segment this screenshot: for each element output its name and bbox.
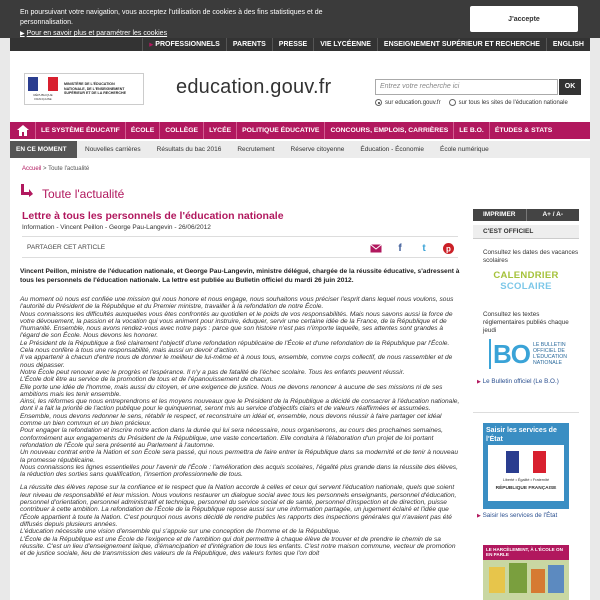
scope-all-label: sur tous les sites de l'éducation nationale [458, 99, 568, 106]
facebook-icon[interactable]: f [398, 242, 402, 254]
search-input[interactable]: Entrez votre recherche ici [375, 79, 558, 95]
main-nav [10, 122, 590, 139]
breadcrumb-separator: > [43, 166, 47, 172]
triangle-icon: ▶ [477, 513, 481, 519]
services-link[interactable] [477, 512, 577, 520]
article-info: Information - Vincent Peillon - George Pau-Langevin - 26/06/2012 [22, 224, 211, 231]
services-banner[interactable] [483, 423, 569, 509]
moment-item[interactable]: Recrutement [237, 146, 275, 153]
nav-le-bo[interactable]: LE B.O. [454, 122, 490, 139]
scope-all-radio[interactable] [449, 99, 568, 106]
moment-label: EN CE MOMENT [10, 141, 77, 158]
ministry-name: MINISTÈRE DE L'ÉDUCATION NATIONALE, DE L'ENSEIGNEMENT SUPÉRIEUR ET DE LA RECHERCHE [64, 82, 126, 96]
moment-item[interactable]: Résultats du bac 2016 [156, 146, 222, 153]
article-paragraph: La réussite des élèves repose sur la confiance et le respect que la Nation accorde à celles et ceux qui servent l'éducation nationale, quels que soient leur niveau de responsabilité et leur mission. Nous voulons restaurer un dialogue social avec tous les personnels enseignants, personnel d'éducation, personnel d'orientation, personnel administratif et technique, personnel du service social et de santé, personnel d'inspection et de direction, puisse contribuer à cette ambition. La refondation de l'École de la République repose aussi sur une information partagée, un jugement éclairé et l'idée que l'École appartient à toute la Nation. C'est pourquoi nous avons décidé de rendre publics les rapports des inspections générales qui n'avaient pas été diffusés depuis plusieurs années. [20, 484, 457, 528]
pinterest-icon[interactable] [441, 241, 455, 255]
top-link-english[interactable]: ENGLISH [546, 38, 590, 51]
search-scope [375, 99, 568, 106]
nav-ecole[interactable]: ÉCOLE [126, 122, 160, 139]
ministry-logo[interactable] [24, 73, 144, 105]
bo-link[interactable] [477, 378, 577, 386]
article-body [20, 296, 460, 557]
moment-bar [10, 141, 590, 158]
calendar-text: Consultez les dates des vacances scolaires [483, 249, 579, 264]
email-icon[interactable] [369, 241, 383, 255]
bo-text: Consultez les textes réglementaires publiés chaque jeudi [483, 311, 569, 334]
home-icon[interactable] [10, 122, 36, 139]
sidebar-divider [473, 412, 579, 413]
nav-concours[interactable]: CONCOURS, EMPLOIS, CARRIÈRES [325, 122, 454, 139]
article-paragraph: L'École de la République est une École de l'exigence et de l'ambition qui doit permettre à chaque élève de trouver et de prendre le chemin de sa réussite. C'est un lieu d'enseignement laïque, d'émancipation et d'intégration de tous les enfants. C'est notre maison commune, vecteur de promotion et de justice sociale, lieu de transmission des valeurs de la République, des valeurs fortes que l'on doit [20, 535, 456, 558]
article-paragraph: Nous connaissons les difficultés auxquelles vous êtes confrontés au quotidien et le poids de vos responsabilités. Mais nous savons aussi la force de votre dévouement, la passion et la vocation qui vous animent pour instruire, éduquer, servir une certaine idée de la France, de la République et de l'humanité. Ensemble, nous avons rendez-vous avec notre pays : parce que son histoire n'est pas n'importe laquelle, ses attentes sont grandes à l'égard de son École. Nous devons les honorer. [20, 310, 453, 340]
cookie-more-text[interactable]: Pour en savoir plus et paramétrer les cookies [26, 30, 168, 37]
republique-label: RÉPUBLIQUE FRANÇAISE [33, 93, 53, 101]
cookie-more-link[interactable] [20, 30, 167, 37]
svg-text:p: p [445, 244, 451, 253]
article-paragraph: L'éducation nécessite une vision d'ensemble qui s'appuie sur une conception de l'homme et de la République. [20, 528, 341, 536]
article-paragraph: Il va appartenir à chacun d'entre nous de donner le meilleur de lui-même et à nous tous, ensemble, comme corps collectif, de nous rassembler et de nous dépasser. [20, 354, 453, 369]
flag-icon [506, 451, 546, 473]
radio-unchecked-icon[interactable] [449, 99, 456, 106]
article-paragraph: Nous connaissons les lignes essentielles pour l'avenir de l'École : l'amélioration des acquis scolaires, l'égalité plus grande dans la réussite des élèves, la réduction des sorties sans qualification, l'insertion professionnelle de tous. [20, 463, 458, 479]
top-bar [10, 38, 590, 51]
top-links [142, 38, 590, 51]
moment-item[interactable]: Réserve citoyenne [290, 146, 345, 153]
promo-illustration [509, 563, 527, 593]
article-paragraph: Un nouveau contrat entre la Nation et son École sera passé, qui nous permettra de faire entrer la République dans sa modernité et de tenir à nouveau la promesse républicaine. [20, 449, 459, 464]
nav-systeme-educatif[interactable]: LE SYSTÈME ÉDUCATIF [36, 122, 126, 139]
twitter-icon[interactable]: t [422, 242, 426, 254]
breadcrumb-home[interactable]: Accueil [22, 166, 42, 172]
article-paragraph: Elle porte une idée de l'homme, mais aussi du citoyen, et une exigence de justice. Nous ne devons renoncer à aucune de ses missions ni de ses ambitions mais les tenir ensemble. [20, 383, 443, 398]
flag-icon [28, 77, 58, 91]
article-title: Lettre à tous les personnels de l'éducation nationale [22, 210, 284, 222]
promo-illustration [531, 569, 545, 593]
print-button[interactable]: IMPRIMER [473, 209, 527, 221]
promo-illustration [489, 567, 505, 593]
services-link-label[interactable]: Saisir les services de l'État [482, 512, 558, 519]
top-link-parents[interactable]: PARENTS [226, 38, 272, 51]
scope-site-radio[interactable] [375, 99, 441, 106]
top-link-professionnels[interactable] [142, 38, 225, 51]
top-link-vie-lyceenne[interactable]: VIE LYCÉENNE [313, 38, 377, 51]
arrow-right-icon: ▶ [20, 31, 25, 37]
share-bar [22, 236, 458, 258]
moment-item[interactable]: Éducation - Économie [360, 146, 424, 153]
bo-banner[interactable] [489, 336, 573, 372]
promo-illustration [548, 565, 564, 593]
promo-banner[interactable] [483, 545, 569, 600]
section-heading [20, 179, 124, 201]
calendar-banner[interactable] [484, 270, 568, 300]
radio-checked-icon[interactable] [375, 99, 382, 106]
nav-etudes-stats[interactable]: ÉTUDES & STATS [494, 127, 553, 134]
calendar-word1: CALENDRIER [493, 270, 559, 281]
share-label: PARTAGER CET ARTICLE [27, 244, 106, 251]
article-paragraph: Pour engager la refondation et inscrire notre action dans la durée qui lui sera nécessaire, nous organiserons, au cours des prochaines semaines, conformément aux engagements du Président de la République, une vaste concertation. Elle conduira à l'élaboration d'un projet de loi portant refondation de l'École qui sera présenté au Parlement à l'automne. [20, 427, 443, 449]
nav-lycee[interactable]: LYCÉE [204, 122, 237, 139]
top-link-presse[interactable]: PRESSE [272, 38, 313, 51]
calendar-word2: SCOLAIRE [500, 281, 552, 292]
top-link-label[interactable]: PROFESSIONNELS [155, 41, 220, 48]
moment-item[interactable]: Nouvelles carrières [85, 146, 141, 153]
breadcrumb-current: Toute l'actualité [48, 166, 90, 172]
article-lead: Vincent Peillon, ministre de l'éducation nationale, et George Pau-Langevin, ministre délégué, chargée de la réussite éducative, s'adressent à tous les personnels de l'éducation nationale. La lettre est publiée au Bulletin officiel du mardi 26 juin 2012. [20, 268, 460, 284]
services-republique: RÉPUBLIQUE FRANÇAISE [495, 486, 557, 491]
article-paragraph: L'École doit être au service de la promotion de tous et de l'épanouissement de chacun. [20, 376, 274, 384]
search-ok-button[interactable]: OK [559, 79, 581, 95]
article-paragraph: Cela nous confère à tous une responsabilité, mais aussi un devoir d'action. [20, 347, 239, 355]
bo-subtitle: LE BULLETIN OFFICIEL DE L'ÉDUCATION NATIONALE [533, 342, 568, 366]
top-link-enseignement-superieur[interactable]: ENSEIGNEMENT SUPÉRIEUR ET RECHERCHE [377, 38, 546, 51]
promo-headline: LE HARCÈLEMENT, À L'ÉCOLE ON EN PARLE [483, 545, 569, 560]
cookie-accept-button[interactable]: J'accepte [470, 6, 578, 32]
marianne-logo [488, 445, 564, 501]
site-name[interactable]: education.gouv.fr [176, 76, 332, 98]
section-title: Toute l'actualité [42, 187, 125, 201]
services-title: Saisir les services de l'État [486, 427, 557, 443]
article-tools [473, 209, 579, 221]
article-paragraph: Notre École peut renouer avec le progrès et l'espérance. Il n'y a pas de fatalité de l'échec scolaire. Tous les enfants peuvent réussir. [20, 368, 405, 376]
article-paragraph: Au moment où nous est confiée une mission qui nous honore et nous engage, nous souhaitons vous préciser l'esprit dans lequel nous voulons, sous l'autorité du Président de la République et du Premier ministre, travailler à la refondation de notre École. [20, 296, 454, 311]
bo-link-label[interactable]: Le Bulletin officiel (Le B.O.) [482, 378, 559, 385]
moment-item[interactable]: École numérique [439, 146, 489, 153]
cookie-banner [0, 0, 600, 38]
corner-arrow-icon [20, 183, 34, 197]
cookie-message: En poursuivant votre navigation, vous acceptez l'utilisation de cookies à des fins statistiques et de personnalisation. [20, 9, 323, 26]
official-header: C'EST OFFICIEL [473, 225, 579, 239]
bo-logo-letters: BO [489, 339, 530, 369]
triangle-icon: ▶ [149, 42, 154, 48]
scope-site-label: sur education.gouv.fr [385, 99, 441, 106]
services-motto: Liberté • Égalité • Fraternité [502, 478, 550, 482]
triangle-icon: ▶ [477, 379, 481, 385]
font-size-button[interactable]: A+ / A- [542, 211, 564, 218]
nav-politique-educative[interactable]: POLITIQUE ÉDUCATIVE [237, 122, 325, 139]
article-paragraph: Ainsi, les réformes que nous entreprendrons et les moyens nouveaux que le Président de la République a décidé de consacrer à l'éducation nationale, dont il a fait la priorité de l'action publique pour le quinquennat, seront mis au service d'objectifs clairs et de valeurs réaffirmées et assumées. Ensemble, nous devons redonner le sens, rétablir le respect, et reconstruire un idéal et, ensemble, nous devons réussir à faire partager cet idéal comme un bien commun et un bien précieux. [20, 398, 460, 428]
article-paragraph: Le Président de la République a fixé clairement l'objectif d'une refondation républicaine de l'École et d'une refondation de la République par l'École. [20, 339, 450, 347]
nav-college[interactable]: COLLÈGE [160, 122, 204, 139]
marianne-logo [28, 77, 58, 101]
breadcrumb [22, 166, 89, 172]
